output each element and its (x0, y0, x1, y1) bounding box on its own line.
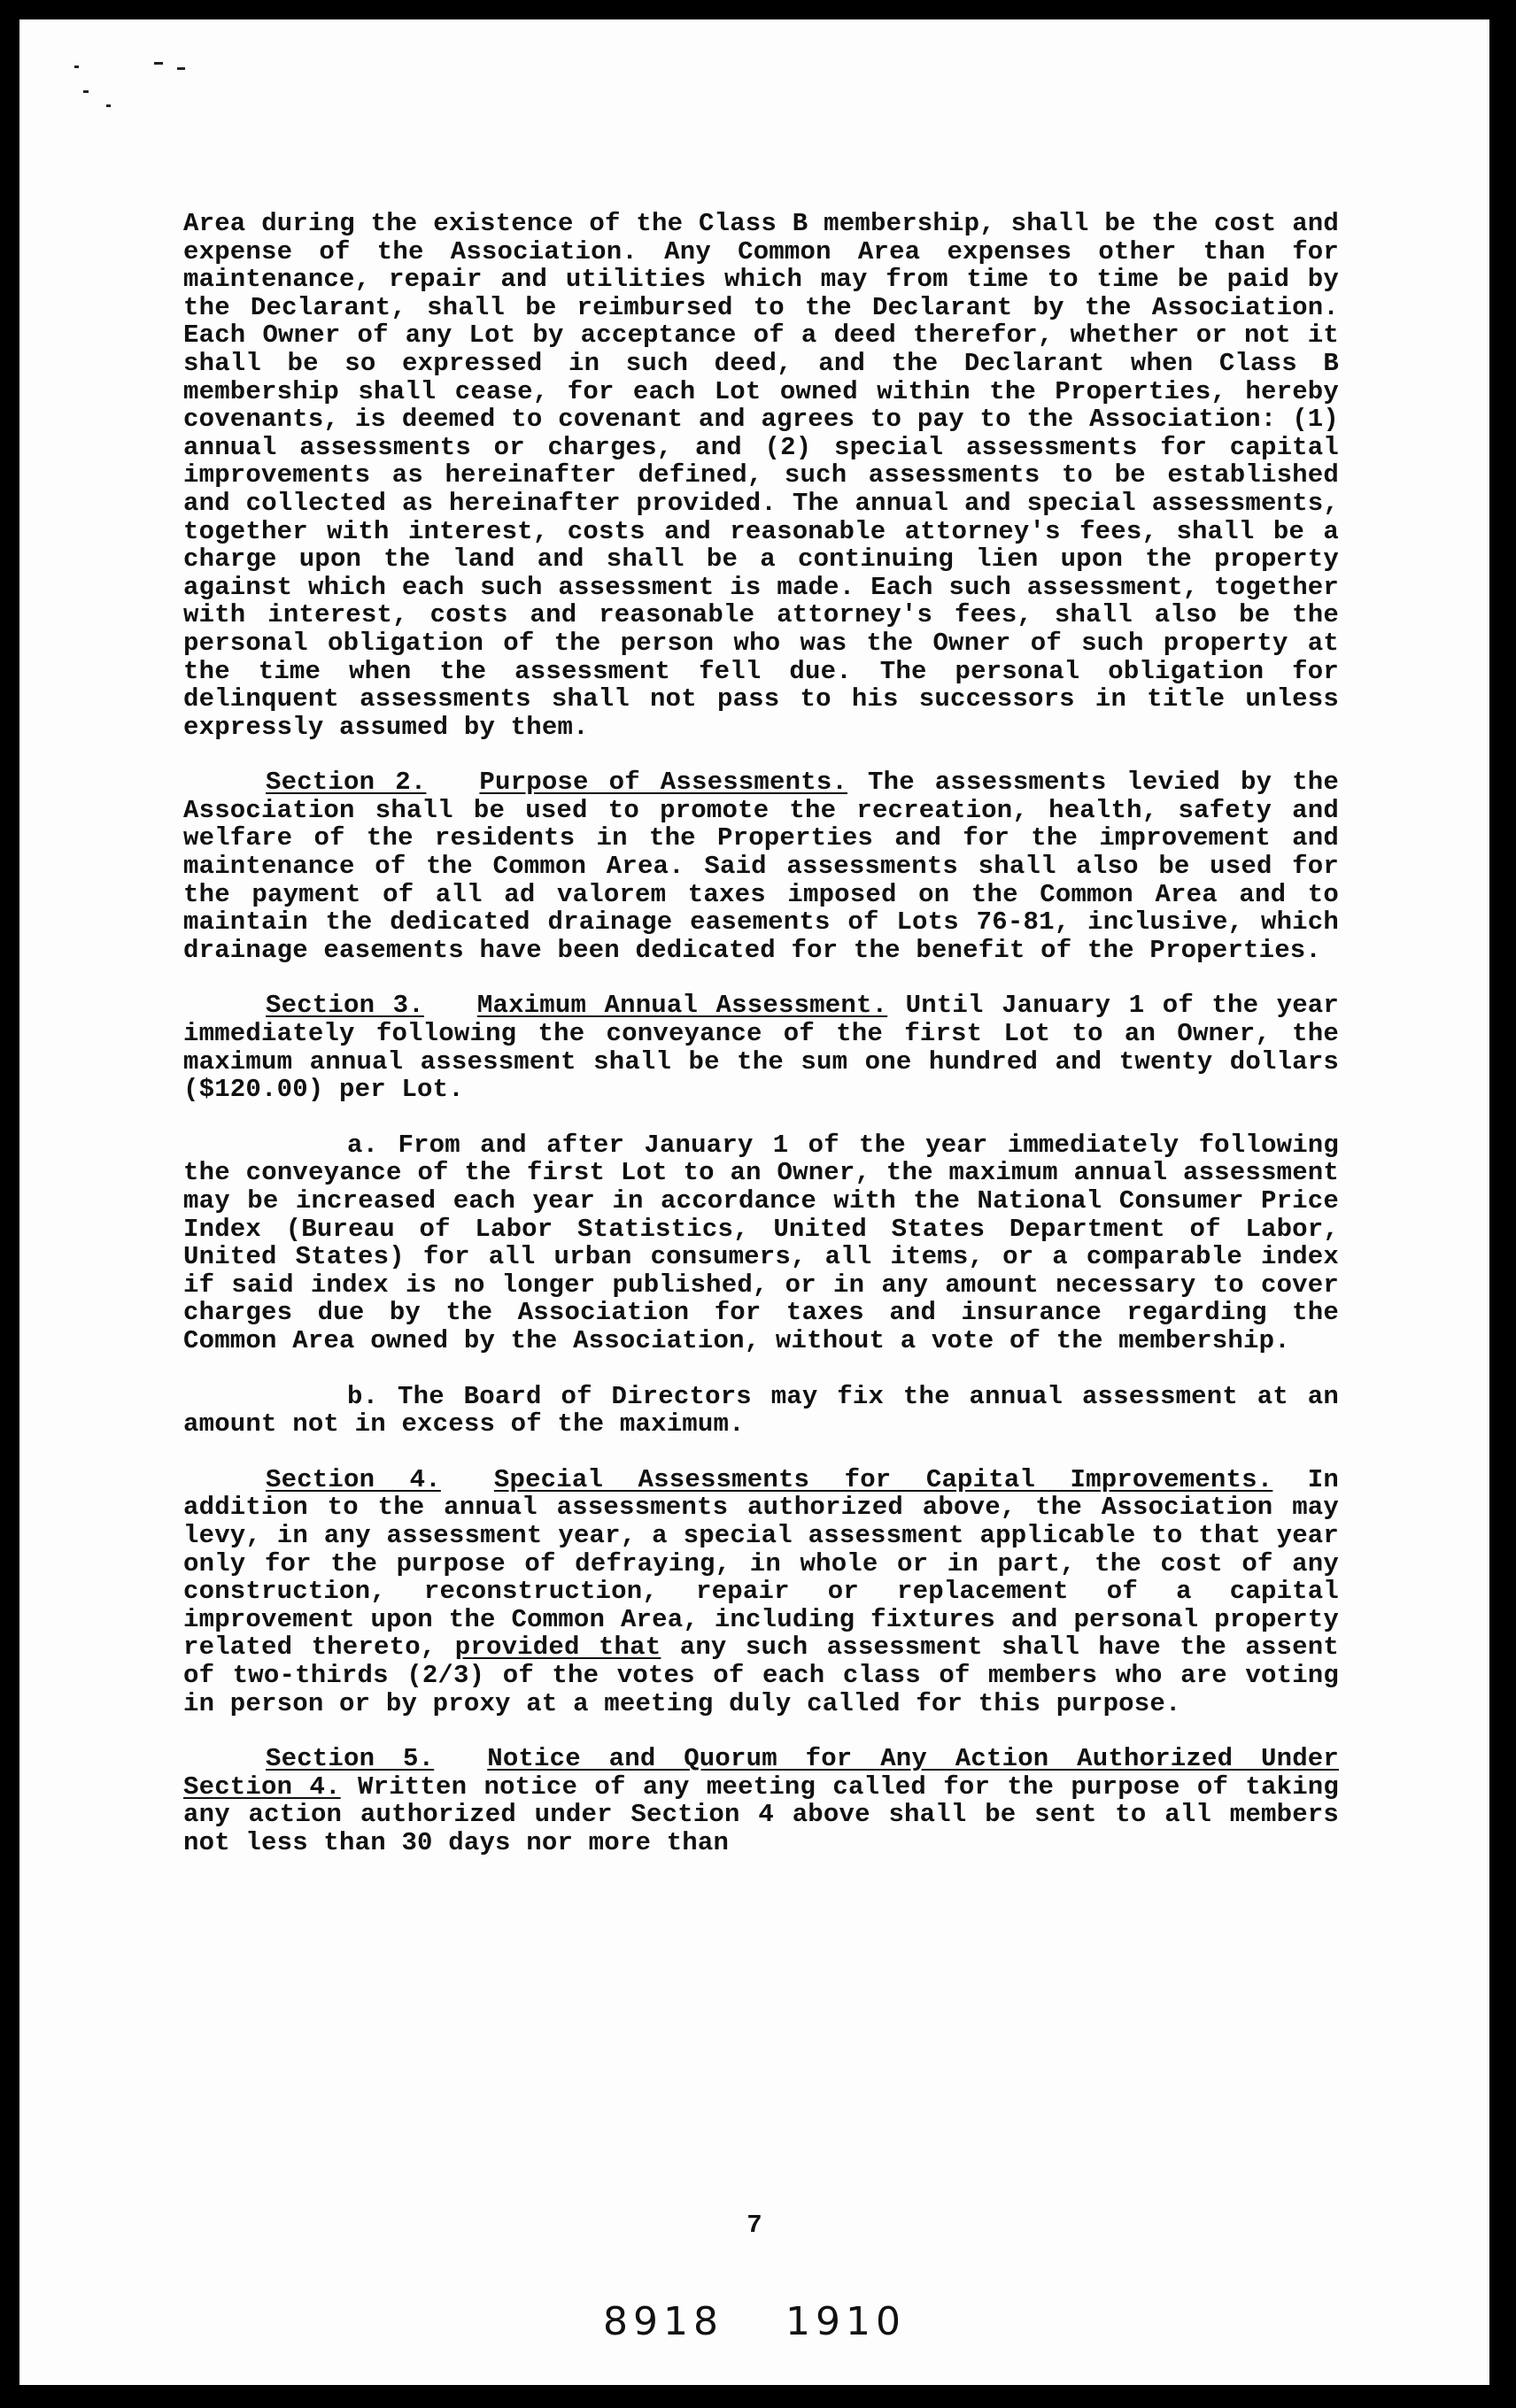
section-4-text-after: any such assessment shall have the assent of two-thirds (2/3) of the votes of each class of members who are voting in person or by proxy at a meeting duly called for this purpose. (183, 1632, 1339, 1718)
stamp-page-number: 1910 (785, 2299, 906, 2344)
speck (74, 66, 79, 68)
section-3-item-b (183, 1383, 1339, 1439)
continuation-paragraph: Area during the existence of the Class B membership, shall be the cost and expense of the Association. Any Common Area expenses other than for maintenance, repair and utilities which may from time to time be paid by the Declarant, shall be reimbursed to the Declarant by the Association. Each Owner of any Lot by acceptance of a deed therefor, whether or not it shall be so expressed in such deed, and the Declarant when Class B membership shall cease, for each Lot owned within the Properties, hereby covenants, is deemed to covenant and agrees to pay to the Association: (1) annual assessments or charges, and (2) special assessments for capital improvements as hereinafter defined, such assessments to be established and collected as hereinafter provided. The annual and special assessments, together with interest, costs and reasonable attorney's fees, shall be a charge upon the land and shall be a continuing lien upon the property against which each such assessment is made. Each such assessment, together with interest, costs and reasonable attorney's fees, shall also be the personal obligation of the person who was the Owner of such property at the time when the assessment fell due. The personal obligation for delinquent assessments shall not pass to his successors in title unless expressly assumed by them. (183, 209, 1339, 742)
page-number: 7 (746, 2211, 762, 2240)
section-2-number: Section 2. (266, 768, 427, 798)
section-5-paragraph (183, 1745, 1339, 1856)
item-b-label: b. (347, 1381, 379, 1411)
speck (154, 62, 163, 65)
section-5-title: Notice and Quorum for Any Action Authorized Under Section 4. (183, 1744, 1340, 1802)
section-2-text: The assessments levied by the Association shall be used to promote the recreation, health, safety and welfare of the residents in the Properties and for the improvement and maintenance of the Common Area. Said assessments shall also be used for the payment of all ad valorem taxes imposed on the Common Area and to maintain the dedicated drainage easements of Lots 76-81, inclusive, which drainage easements have been dedicated for the benefit of the Properties. (183, 768, 1339, 965)
section-4-paragraph (183, 1466, 1339, 1717)
section-4-number: Section 4. (266, 1464, 441, 1494)
speck (177, 67, 185, 70)
document-body (183, 210, 1339, 1884)
section-5-text: Written notice of any meeting called for the purpose of taking any action authorized under Section 4 above shall be sent to all members not less than 30 days nor more than (183, 1771, 1340, 1857)
section-3-paragraph (183, 992, 1339, 1103)
item-a-text: From and after January 1 of the year immediately following the conveyance of the first Lot to an Owner, the maximum annual assessment may be increased each year in accordance with the National Consumer Price Index (Bureau of Labor Statistics, United States Department of Labor, United States) for all urban consumers, all items, or a comparable index if said index is no longer published, or in any amount necessary to cover charges due by the Association for taxes and insurance regarding the Common Area owned by the Association, without a vote of the membership. (183, 1130, 1339, 1355)
speck (83, 90, 89, 93)
stamp-book-number: 8918 (603, 2299, 723, 2344)
section-2-paragraph (183, 768, 1339, 964)
section-5-number: Section 5. (266, 1744, 435, 1774)
recording-stamp (19, 2299, 1489, 2344)
section-3-item-a (183, 1131, 1339, 1355)
section-2-title: Purpose of Assessments. (479, 768, 848, 798)
section-3-text: Until January 1 of the year immediately following the conveyance of the first Lot to an Owner, the maximum annual assessment shall be the sum one hundred and twenty dollars ($120.00) per Lot. (183, 991, 1340, 1105)
section-4-emphasis: provided that (454, 1632, 661, 1663)
section-4-title: Special Assessments for Capital Improvements. (493, 1464, 1273, 1494)
item-b-text: The Board of Directors may fix the annual assessment at an amount not in excess of the maximum. (183, 1381, 1339, 1439)
item-a-label: a. (347, 1130, 379, 1160)
section-3-number: Section 3. (266, 991, 424, 1021)
document-page (19, 19, 1489, 2385)
speck (106, 104, 111, 107)
section-4-text-before: In addition to the annual assessments authorized above, the Association may levy, in any assessment year, a special assessment applicable to that year only for the purpose of defraying, in whole or in part, the cost of any construction, reconstruction, repair or replacement of a capital improvement upon the Common Area, including fixtures and personal property related thereto, (183, 1464, 1339, 1663)
section-3-title: Maximum Annual Assessment. (476, 991, 888, 1021)
